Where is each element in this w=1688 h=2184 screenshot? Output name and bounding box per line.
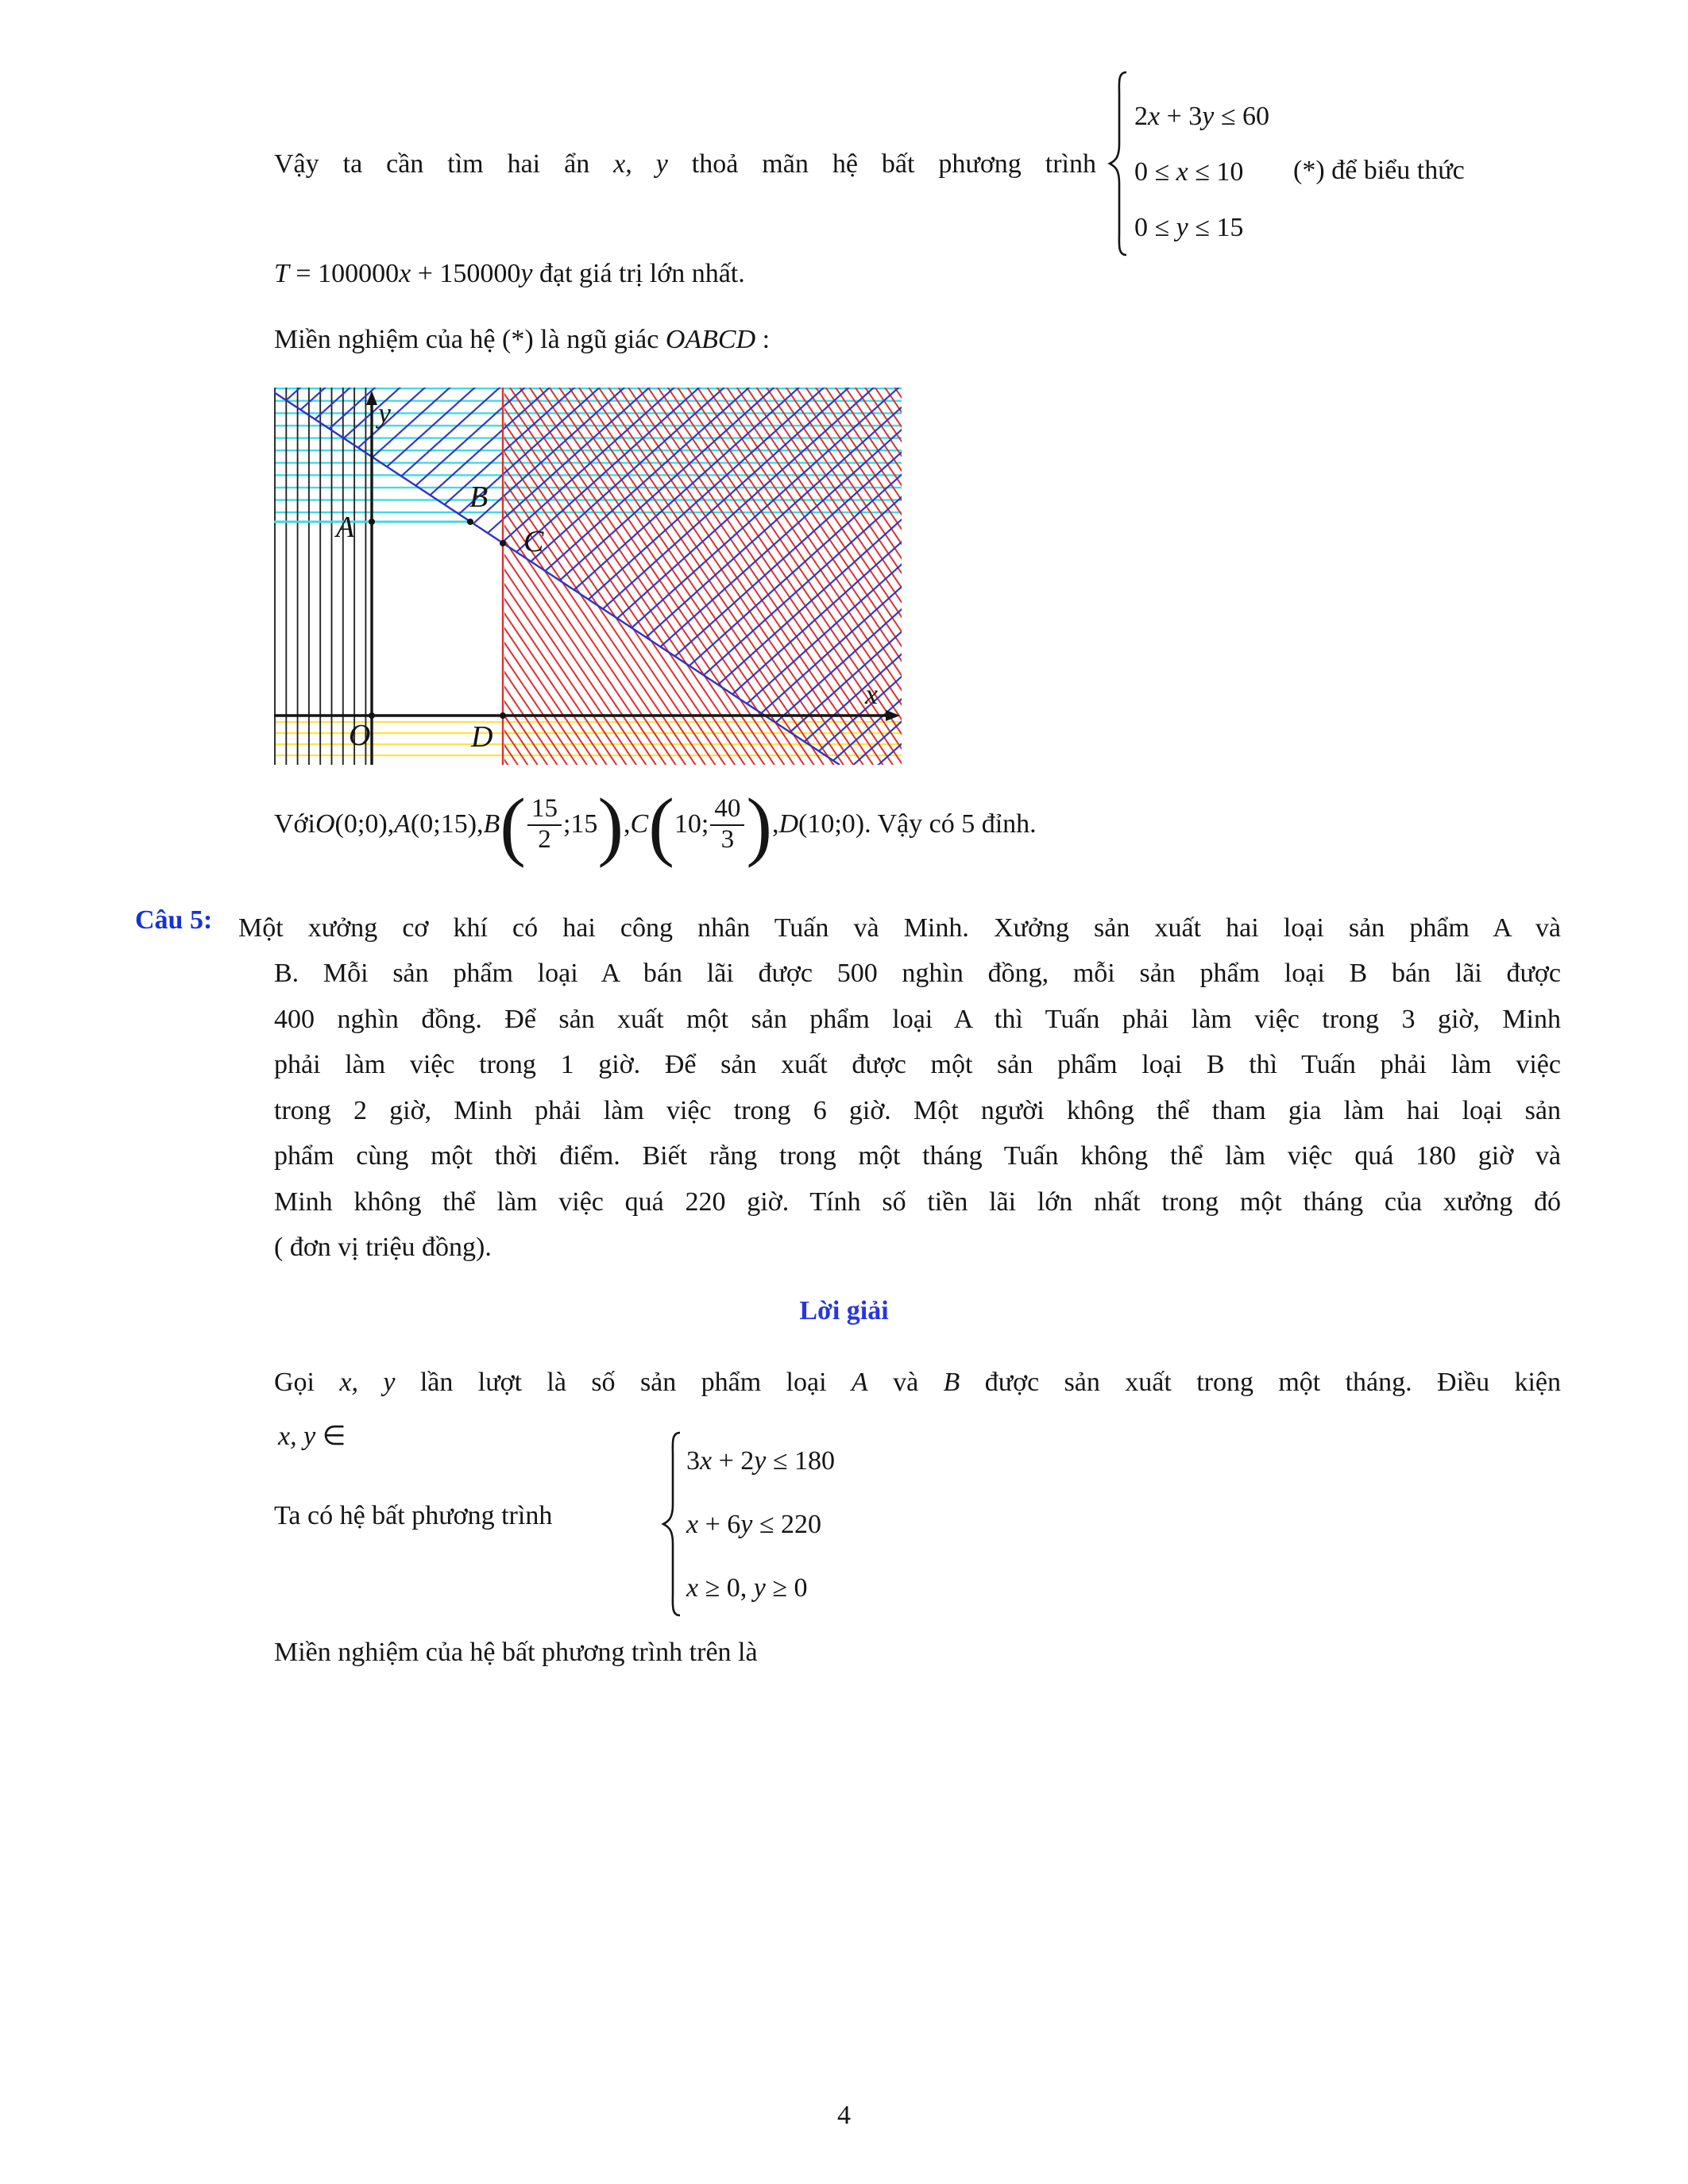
system2-row2 [686,1493,835,1557]
fraction-40-3 [710,795,744,854]
text-run: (10;0) [798,809,865,839]
label-B: B [469,480,489,514]
point-O [369,712,375,719]
text-run: ≤ 60 [1214,102,1270,131]
math-var: A [394,809,411,839]
cau5-line-5: trong 2 giờ, Minh phải làm việc trong 6 giờ. Một người không thể tham gia làm hai loại sản [274,1096,1561,1125]
objective-line [274,259,745,289]
text-run: . Vậy có 5 đỉnh. [864,809,1037,839]
math-var: y [1176,213,1188,242]
math-var: x [700,1446,713,1476]
point-A [369,519,375,525]
system1-row3 [1134,200,1269,256]
system2-intro: Ta có hệ bất phương trình [274,1501,553,1530]
math-vars-xy: x, y [613,149,668,179]
solution-region-line: Miền nghiệm của hệ bất phương trình trên là [274,1638,758,1667]
cau5-line-3: 400 nghìn đồng. Để sản xuất một sản phẩm loại A thì Tuấn phải làm việc trong 3 giờ, Minh [274,1005,1561,1034]
text-run: thoả mãn hệ bất phương trình [667,149,1096,179]
math-vars-xy: x, y [339,1368,396,1397]
text-run: ≤ 180 [766,1446,836,1476]
text-run: + 2 [712,1446,755,1476]
math-var: x [1148,102,1161,131]
text-run: được sản xuất trong một tháng. Điều kiện [960,1368,1562,1397]
open-paren-icon: ( [648,782,674,869]
solution-goi-line [274,1368,1561,1398]
math-var: C [630,809,649,839]
math-var: x [399,259,411,288]
close-paren-icon: ) [597,782,624,869]
math-var: B [483,809,500,839]
math-var: B [943,1368,960,1397]
cau5-line-6: phẩm cùng một thời điểm. Biết rằng trong một tháng Tuấn không thể làm việc quá 180 giờ và [274,1141,1561,1171]
label-O: O [349,719,371,752]
system1-rows [1134,89,1269,256]
math-var: OABCD [665,325,756,354]
intro-lead-paragraph [274,149,1096,179]
numerator: 15 [527,795,562,826]
text-run: , [477,809,484,839]
cau5-line-4: phải làm việc trong 1 giờ. Để sản xuất được một sản phẩm loại B thì Tuấn phải làm việc [274,1050,1561,1079]
text-run: (0;15) [410,809,477,839]
fraction-15-2 [527,795,562,854]
text-run: ;15 [562,809,598,839]
text-run: ≤ 220 [752,1510,822,1539]
math-var: y [520,259,533,288]
text-run: + 6 [698,1510,741,1539]
math-var: x [686,1510,699,1539]
cau5-line-2: B. Mỗi sản phẩm loại A bán lãi được 500 nghìn đồng, mỗi sản phẩm loại B bán lãi được [274,959,1561,988]
text-run: ≥ 0 [765,1573,808,1603]
text-run: (0;0) [334,809,388,839]
system2-brace [659,1428,683,1626]
system1-brace [1106,68,1130,265]
text-run: Gọi [274,1368,340,1397]
system2-rows [686,1430,835,1620]
cau5-line-1: Một xưởng cơ khí có hai công nhân Tuấn và Minh. Xưởng sản xuất hai loại sản phẩm A và [238,913,1561,943]
math-var: y [753,1573,766,1603]
numerator: 40 [710,795,744,826]
denominator: 2 [538,824,551,854]
solution-condition-line [278,1420,346,1452]
label-D: D [471,720,493,754]
label-C: C [523,525,544,558]
element-of-symbol: ∈ [315,1422,346,1451]
region-intro-line [274,325,770,355]
text-run: ≤ 15 [1188,213,1244,242]
text-run: , [624,809,631,839]
page-number: 4 [837,2101,851,2130]
text-run: đạt giá trị lớn nhất. [532,259,745,288]
x-axis-label: x [865,678,878,710]
text-run: 3 [686,1446,700,1476]
text-run: 2 [1134,102,1148,131]
plot-canvas [274,388,902,765]
open-paren-icon: ( [500,782,526,869]
system2-row1 [686,1430,835,1493]
math-var: y [740,1510,753,1539]
y-axis-label: y [378,397,391,429]
text-run: : [755,325,771,354]
feasible-region-plot [274,388,902,772]
text-run: ≥ 0, [698,1573,754,1603]
text-run: ≤ 10 [1188,157,1244,187]
math-vars-xy: x, y [278,1422,316,1451]
point-B [467,519,473,525]
math-var: y [1202,102,1215,131]
text-run: Vậy ta cần tìm hai ẩn [274,149,614,179]
cau5-label: Câu 5: [135,905,213,935]
text-run: 0 ≤ [1134,213,1176,242]
cau5-line-8: ( đơn vị triệu đồng). [274,1233,492,1262]
text-run: 0 ≤ [1134,157,1176,187]
point-D [500,712,506,719]
text-run: lần lượt là số sản phẩm loại [395,1368,852,1397]
math-var: D [778,809,799,839]
math-var: O [315,809,335,839]
star-note: (*) để biểu thức [1293,156,1465,185]
vertices-line [274,782,1037,869]
denominator: 3 [720,824,735,854]
system2-row3 [686,1557,835,1620]
curly-brace-icon [1106,68,1130,258]
close-paren-icon: ) [746,782,772,869]
text-run: , [387,809,395,839]
system1-row1 [1134,89,1269,145]
text-run: và [867,1368,944,1397]
text-run: , [771,809,779,839]
math-var: T [274,259,289,288]
text-run: = 100000 [288,259,400,288]
point-C [500,540,506,546]
math-var: x [686,1573,699,1603]
math-var: x [1176,157,1188,187]
curly-brace-icon [659,1428,683,1619]
solution-heading: Lời giải [799,1296,889,1325]
text-run: 10; [674,809,709,839]
text-run: + 150000 [411,259,521,288]
text-run: Với [274,809,315,839]
text-run: Miền nghiệm của hệ (*) là ngũ giác [274,325,666,354]
system1-row2 [1134,145,1269,200]
text-run: + 3 [1160,102,1203,131]
math-var: A [851,1368,868,1397]
math-var: y [754,1446,767,1476]
label-A: A [336,511,355,544]
cau5-line-7: Minh không thể làm việc quá 220 giờ. Tính số tiền lãi lớn nhất trong một tháng của xưởng đó [274,1187,1561,1217]
